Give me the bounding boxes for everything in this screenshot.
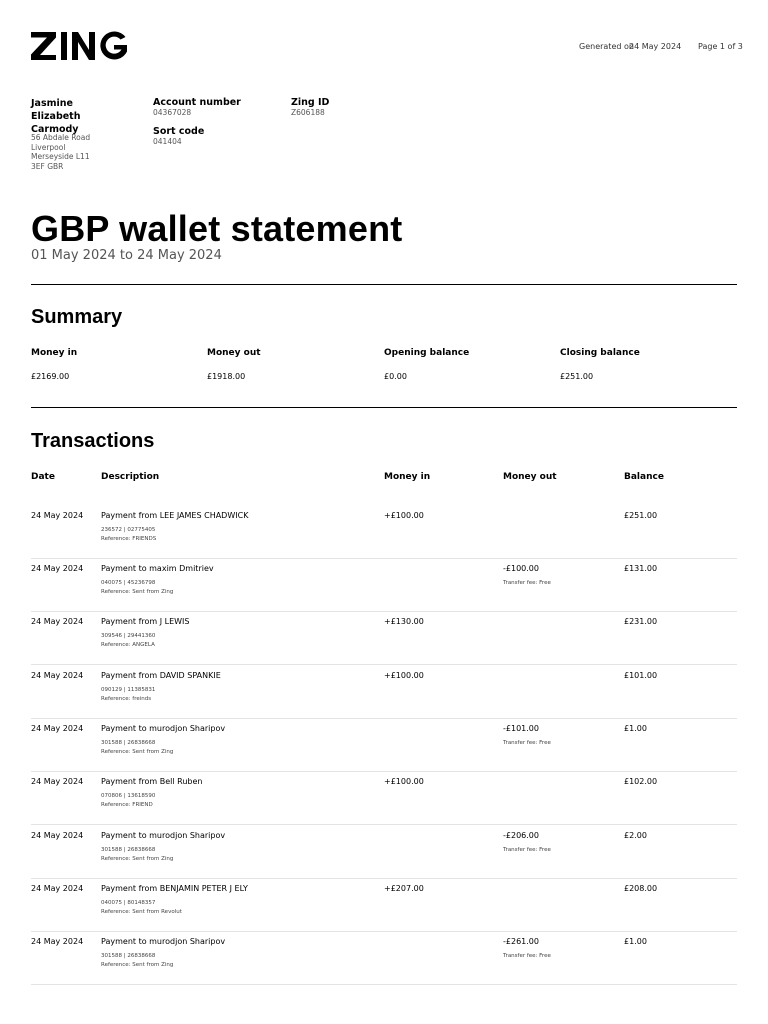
generated-label: Generated on (579, 42, 634, 51)
holder-name-line: Elizabeth (31, 111, 81, 122)
summary-money-in-value: £2169.00 (31, 372, 70, 381)
transaction-row (31, 771, 737, 825)
transaction-reference: Reference: Sent from Zing (101, 749, 174, 755)
summary-closing-balance-value: £251.00 (560, 372, 594, 381)
sort-code-label: Sort code (153, 126, 205, 137)
address-line: Merseyside L11 (31, 152, 90, 161)
transaction-date: 24 May 2024 (31, 831, 84, 840)
address-line: 56 Abdale Road (31, 133, 91, 142)
transaction-money-in: +£100.00 (384, 671, 424, 680)
transaction-account-detail: 090129 | 11385831 (101, 687, 156, 693)
zing-logo (30, 28, 130, 64)
transaction-fee: Transfer fee: Free (503, 847, 551, 853)
page-indicator: Page 1 of 3 (698, 42, 743, 51)
transaction-reference: Reference: ANGELA (101, 642, 155, 648)
summary-money-out-value: £1918.00 (207, 372, 246, 381)
transaction-reference: Reference: FRIEND (101, 802, 153, 808)
transaction-balance: £131.00 (624, 564, 658, 573)
generated-date: 24 May 2024 (629, 42, 682, 51)
transaction-date: 24 May 2024 (31, 937, 84, 946)
transaction-row (31, 505, 737, 559)
transaction-account-detail: 309546 | 29441360 (101, 633, 156, 639)
summary-money-in-label: Money in (31, 348, 78, 358)
transaction-money-out: -£100.00 (503, 564, 539, 573)
transaction-row (31, 931, 737, 985)
transaction-money-in: +£207.00 (384, 884, 424, 893)
transaction-balance: £231.00 (624, 617, 658, 626)
transaction-description: Payment from DAVID SPANKIE (101, 671, 221, 680)
transaction-account-detail: 236572 | 02775405 (101, 527, 156, 533)
transaction-money-in: +£100.00 (384, 511, 424, 520)
transaction-account-detail: 301588 | 26838668 (101, 953, 156, 959)
transaction-date: 24 May 2024 (31, 777, 84, 786)
transactions-heading: Transactions (31, 430, 155, 452)
column-header-description: Description (101, 472, 160, 482)
transaction-balance: £251.00 (624, 511, 658, 520)
transaction-row (31, 558, 737, 612)
transaction-money-out: -£261.00 (503, 937, 539, 946)
transaction-reference: Reference: freinds (101, 696, 152, 702)
transaction-date: 24 May 2024 (31, 884, 84, 893)
transaction-row (31, 825, 737, 879)
summary-opening-balance-label: Opening balance (384, 348, 470, 358)
address-line: 3EF GBR (31, 161, 64, 171)
account-number-label: Account number (153, 97, 241, 108)
transaction-reference: Reference: Sent from Zing (101, 856, 174, 862)
account-number-value: 04367028 (153, 108, 192, 117)
column-header-money-out: Money out (503, 472, 557, 482)
transaction-row (31, 665, 737, 719)
transaction-date: 24 May 2024 (31, 564, 84, 573)
transaction-balance: £102.00 (624, 777, 658, 786)
zing-id-label: Zing ID (291, 97, 330, 108)
transaction-description: Payment to maxim Dmitriev (101, 564, 214, 573)
transaction-reference: Reference: Sent from Revolut (101, 909, 182, 915)
transaction-account-detail: 040075 | 45236798 (101, 580, 156, 586)
transaction-date: 24 May 2024 (31, 671, 84, 680)
transaction-balance: £101.00 (624, 671, 658, 680)
transaction-money-out: -£206.00 (503, 831, 539, 840)
transaction-description: Payment from Bell Ruben (101, 777, 203, 786)
sort-code-value: 041404 (153, 137, 182, 146)
transaction-balance: £1.00 (624, 937, 647, 946)
transaction-balance: £1.00 (624, 724, 647, 733)
transaction-reference: Reference: FRIENDS (101, 536, 157, 542)
transaction-date: 24 May 2024 (31, 511, 84, 520)
transaction-row (31, 718, 737, 772)
address-line: Liverpool (31, 142, 66, 152)
divider (31, 284, 737, 285)
column-header-date: Date (31, 472, 55, 482)
transaction-fee: Transfer fee: Free (503, 740, 551, 746)
summary-closing-balance-label: Closing balance (560, 348, 640, 358)
divider (31, 407, 737, 408)
summary-money-out-label: Money out (207, 348, 261, 358)
statement-period: 01 May 2024 to 24 May 2024 (31, 248, 222, 263)
statement-title: GBP wallet statement (31, 208, 403, 249)
transaction-description: Payment from LEE JAMES CHADWICK (101, 511, 249, 520)
transaction-date: 24 May 2024 (31, 724, 84, 733)
column-header-money-in: Money in (384, 472, 431, 482)
summary-opening-balance-value: £0.00 (384, 372, 407, 381)
transaction-description: Payment from BENJAMIN PETER J ELY (101, 884, 248, 893)
holder-name-line: Carmody (31, 124, 79, 135)
holder-name-line: Jasmine (31, 98, 73, 109)
transaction-row (31, 611, 737, 665)
transaction-description: Payment from J LEWIS (101, 617, 190, 626)
transaction-date: 24 May 2024 (31, 617, 84, 626)
transaction-balance: £208.00 (624, 884, 658, 893)
account-holder-address (31, 133, 141, 171)
transaction-fee: Transfer fee: Free (503, 580, 551, 586)
transaction-balance: £2.00 (624, 831, 647, 840)
transaction-description: Payment to murodjon Sharipov (101, 724, 226, 733)
transaction-money-in: +£100.00 (384, 777, 424, 786)
account-holder-name (31, 97, 131, 136)
zing-id-value: Z606188 (291, 108, 325, 117)
column-header-balance: Balance (624, 472, 664, 482)
transaction-row (31, 878, 737, 932)
transaction-description: Payment to murodjon Sharipov (101, 831, 226, 840)
transaction-reference: Reference: Sent from Zing (101, 962, 174, 968)
transaction-account-detail: 070806 | 13618590 (101, 793, 156, 799)
transaction-money-out: -£101.00 (503, 724, 539, 733)
transaction-money-in: +£130.00 (384, 617, 424, 626)
transaction-reference: Reference: Sent from Zing (101, 589, 174, 595)
transaction-account-detail: 301588 | 26838668 (101, 847, 156, 853)
transaction-account-detail: 301588 | 26838668 (101, 740, 156, 746)
transaction-fee: Transfer fee: Free (503, 953, 551, 959)
summary-heading: Summary (31, 306, 123, 328)
transaction-account-detail: 040075 | 80148357 (101, 900, 156, 906)
transaction-description: Payment to murodjon Sharipov (101, 937, 226, 946)
